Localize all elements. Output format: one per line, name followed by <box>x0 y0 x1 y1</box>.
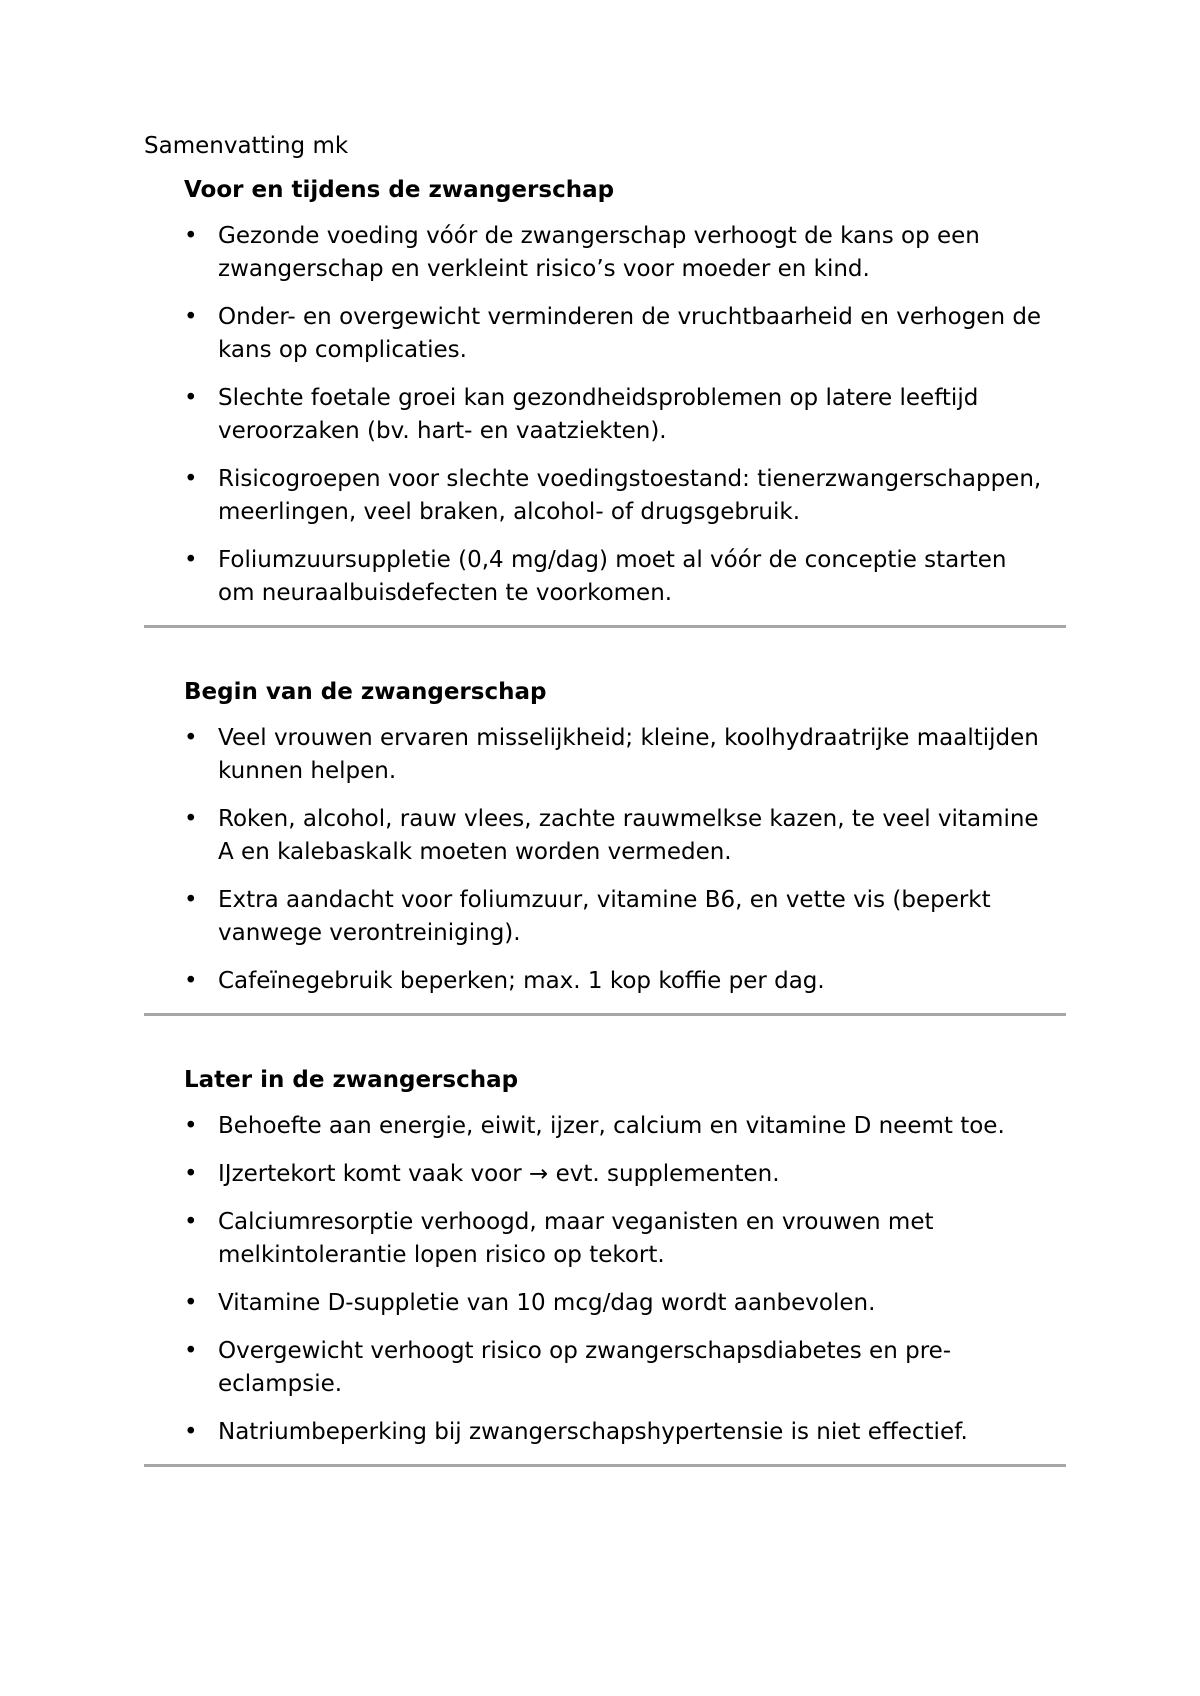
list-item <box>184 544 1048 610</box>
list-item <box>184 220 1048 286</box>
bullet-icon: • <box>184 806 198 832</box>
bullet-icon: • <box>184 466 198 492</box>
bullet-icon: • <box>184 223 198 249</box>
list-item-text: IJzertekort komt vaak voor → evt. supplementen. <box>218 1161 780 1187</box>
list-item <box>184 722 1048 788</box>
list-item <box>184 1206 1048 1272</box>
section-divider <box>144 1464 1066 1467</box>
list-item <box>184 1158 1048 1191</box>
list-item <box>184 1110 1048 1143</box>
list-item-text: Risicogroepen voor slechte voedingstoestand: tienerzwangerschappen, meerlingen, veel braken, alcohol- of drugsgebruik. <box>218 466 1042 525</box>
list-item <box>184 1287 1048 1320</box>
bullet-icon: • <box>184 887 198 913</box>
section-heading: Voor en tijdens de zwangerschap <box>184 177 615 203</box>
bullet-icon: • <box>184 1338 198 1364</box>
list-item <box>184 1335 1048 1401</box>
list-item <box>184 803 1048 869</box>
list-item-text: Slechte foetale groei kan gezondheidsproblemen op latere leeftijd veroorzaken (bv. hart- en vaatziekten). <box>218 385 979 444</box>
section-begin <box>144 676 1066 1016</box>
bullet-icon: • <box>184 968 198 994</box>
list-item-text: Gezonde voeding vóór de zwangerschap verhoogt de kans op een zwangerschap en verkleint risico’s voor moeder en kind. <box>218 223 980 282</box>
document-title: Samenvatting mk <box>144 133 349 159</box>
list-item-text: Behoefte aan energie, eiwit, ijzer, calcium en vitamine D neemt toe. <box>218 1113 1005 1139</box>
list-item-text: Veel vrouwen ervaren misselijkheid; kleine, koolhydraatrijke maaltijden kunnen helpen. <box>218 725 1039 784</box>
list-item-text: Onder- en overgewicht verminderen de vruchtbaarheid en verhogen de kans op complicaties. <box>218 304 1042 363</box>
bullet-list <box>184 722 1066 998</box>
bullet-icon: • <box>184 1209 198 1235</box>
section-voor-en-tijdens <box>144 174 1066 628</box>
list-item-text: Extra aandacht voor foliumzuur, vitamine B6, en vette vis (beperkt vanwege verontreiniging). <box>218 887 991 946</box>
list-item-text: Roken, alcohol, rauw vlees, zachte rauwmelkse kazen, te veel vitamine A en kalebaskalk moeten worden vermeden. <box>218 806 1039 865</box>
bullet-icon: • <box>184 1113 198 1139</box>
list-item <box>184 382 1048 448</box>
list-item-text: Natriumbeperking bij zwangerschapshypertensie is niet effectief. <box>218 1419 968 1445</box>
section-divider <box>144 625 1066 628</box>
section-heading: Later in de zwangerschap <box>184 1067 519 1093</box>
list-item-text: Foliumzuursuppletie (0,4 mg/dag) moet al vóór de conceptie starten om neuraalbuisdefecten te voorkomen. <box>218 547 1007 606</box>
section-later <box>144 1064 1066 1467</box>
list-item <box>184 884 1048 950</box>
list-item-text: Cafeïnegebruik beperken; max. 1 kop koffie per dag. <box>218 968 825 994</box>
section-divider <box>144 1013 1066 1016</box>
bullet-icon: • <box>184 1161 198 1187</box>
list-item <box>184 301 1048 367</box>
bullet-icon: • <box>184 725 198 751</box>
bullet-icon: • <box>184 1290 198 1316</box>
list-item-text: Overgewicht verhoogt risico op zwangerschapsdiabetes en pre-eclampsie. <box>218 1338 952 1397</box>
bullet-icon: • <box>184 304 198 330</box>
bullet-list <box>184 1110 1066 1449</box>
list-item-text: Vitamine D-suppletie van 10 mcg/dag wordt aanbevolen. <box>218 1290 876 1316</box>
list-item <box>184 463 1048 529</box>
bullet-icon: • <box>184 1419 198 1445</box>
bullet-icon: • <box>184 547 198 573</box>
bullet-list <box>184 220 1066 610</box>
document-page <box>144 130 1066 1467</box>
list-item <box>184 1416 1048 1449</box>
section-heading: Begin van de zwangerschap <box>184 679 547 705</box>
list-item-text: Calciumresorptie verhoogd, maar veganisten en vrouwen met melkintolerantie lopen risico op tekort. <box>218 1209 934 1268</box>
bullet-icon: • <box>184 385 198 411</box>
list-item <box>184 965 1048 998</box>
